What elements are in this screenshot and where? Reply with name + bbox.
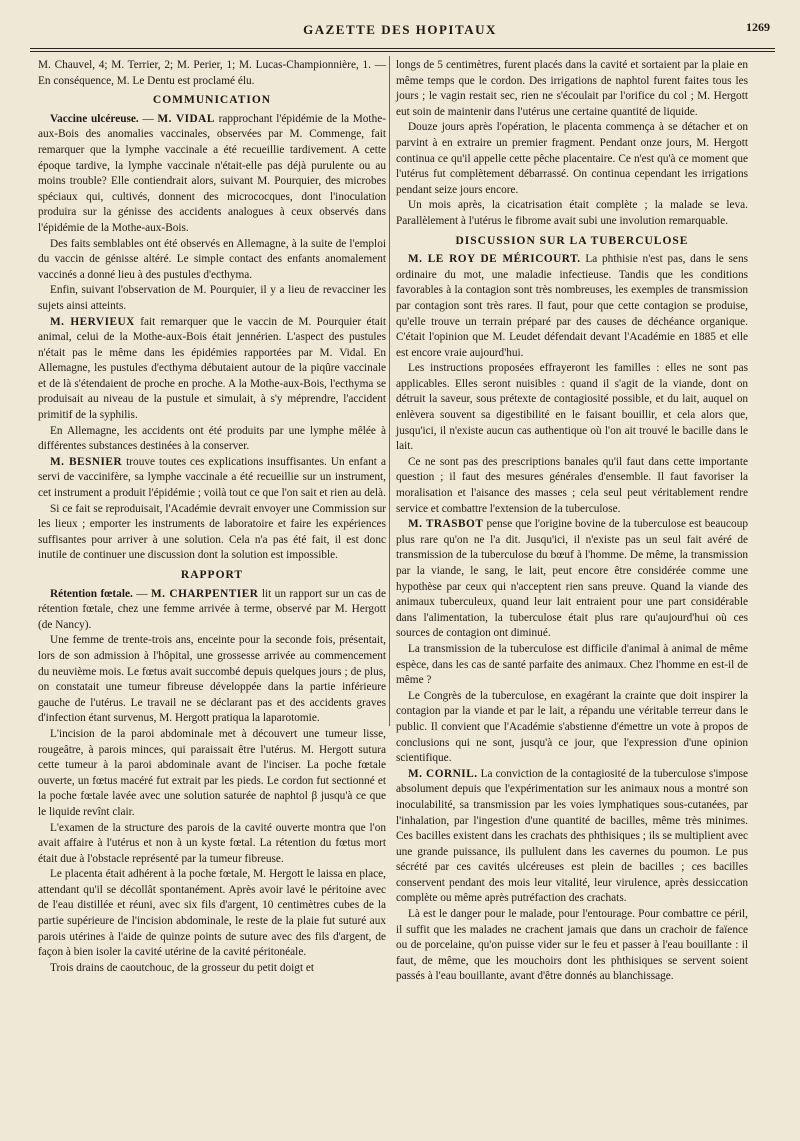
retention-continued-3: Un mois après, la cicatrisation était complète ; la malade se leva. Parallèlement à l'utérus le fibrome avait subi une involution remarquable. (396, 199, 748, 227)
retention-continued-2: Douze jours après l'opération, le placenta commença à se détacher et on parvint à en extraire un premier fragment. Pendant onze jours, M. Hergott continua ce qu'il appelle cette pêche placentaire. Ce n'est qu'à ce moment que l'utérus fut complètement débarrassé. On continua cependant les irrigations pendant seize jours encore. (396, 121, 748, 196)
section-heading-rapport: RAPPORT (180, 569, 244, 581)
retention-paragraph-3: L'incision de la paroi abdominale met à découvert une tumeur lisse, rougeâtre, à parois minces, qui paraissait être l'utérus. M. Hergott sutura cette tumeur à la paroi abdominale avant de l'inciser. La poche fœtale ouverte, un fœtus macéré fut extrait par les pieds. Le cordon fut sectionné et la poche fœtale lavée avec une solution saturée de naphtol β jusqu'à ce que le liquide revînt clair. (38, 727, 386, 818)
vaccine-paragraph-1: Vaccine ulcéreuse. — M. VIDAL rapprochant l'épidémie de la Mothe-aux-Bois des anomalies vaccinales, observées par M. Commenge, fait remarquer que la lymphe vaccinale a été recueillie tardivement. A cette époque tardive, la lymphe vaccinale n'était-elle pas déjà purulente ou au moins trouble? Elle contiendrait alors, suivant M. Pourquier, des microbes spéciaux qui, cultivés, donnent des micrococques, dont l'inoculation produira sur la génisse des accidents analogues à ceux observés dans l'épidémie de la Mothe-aux-Bois. (38, 112, 386, 234)
cornil-text: La conviction de la contagiosité de la tuberculose s'impose absolument depuis que l'expérimentation sur les animaux nous a montré son inoculabilité, sa transmission par les voies lymphatiques sous-cutanées, par l'inhalation, par l'ingestion d'une quantité de bacilles, même très minimes. Ces bacilles existent dans les crachats des phthisiques ; ils se multiplient avec une grande puissance, ils pullulent dans les cavernes du poumon. Le pus sécrété par ces cavités ulcéreuses est plein de bacilles ; ces bacilles conservent pendant des mois leur vitalité, leur virulence, après dessiccation complète ou même après putréfaction des crachats. (396, 767, 748, 905)
running-header-title: GAZETTE DES HOPITAUX (303, 22, 497, 37)
speaker-charpentier: M. CHARPENTIER (150, 587, 259, 600)
tuberculose-paragraph-11: Là est le danger pour le malade, pour l'entourage. Pour combattre ce péril, il suffit que les malades ne crachent jamais que dans un crachoir de faïence ou de porcelaine, qu'on puisse vider sur le feu et passer à l'eau bouillante : il faut, de même, que les mouchoirs dont les phthisiques se servent soient passés à l'eau bouillante, avant d'être donnés au blanchissage. (396, 908, 748, 983)
trasbot-text: pense que l'origine bovine de la tuberculose est beaucoup plus rare qu'on ne l'a dit. Jusqu'ici, il n'existe pas un seul fait avéré de transmission de la tuberculose du bœuf à l'homme. De même, la transmission par la viande, le sang, le lait, peut encore être considérée comme une hypothèse par ceux qui n'acceptent rien sans preuve. Quand la viande des animaux tuberculeux, quand leur lait entraient pour une part considérable dans l'alimentation, la tuberculose était plus rare qu'aujourd'hui où ces sources de contagion ont diminué. (396, 518, 748, 640)
tuberculose-paragraph-9: Le Congrès de la tuberculose, en exagérant la crainte que doit inspirer la contagion par la viande et par le lait, a répandu une véritable terreur dans le public. Il convient que l'Académie s'abstienne d'émettre un vote à propos de conclusions qui ne sont, jusqu'à ce jour, que l'expression d'une opinion scientifique. (396, 689, 748, 765)
retention-text-1: lit un rapport sur un cas de rétention fœtale, chez une femme arrivée à terme, observé par M. Hergott (de Nancy). (38, 587, 386, 631)
retention-paragraph-1: Rétention fœtale. — M. CHARPENTIER lit un rapport sur un cas de rétention fœtale, chez une femme arrivée à terme, observé par M. Hergott (de Nancy). (38, 587, 386, 631)
retention-paragraph-2: Une femme de trente-trois ans, enceinte pour la seconde fois, présentait, lors de son admission à l'hôpital, une grossesse arrivée au commencement du neuvième mois. Le fœtus avait succombé depuis quelques jours ; de plus, on constatait une tumeur fibreuse développée dans la partie inférieure gauche de l'utérus. Le travail ne se déclarant pas et des accidents graves d'infection étant survenus, M. Hergott pratiqua la laparotomie. (38, 634, 386, 725)
section-heading-communication: COMMUNICATION (152, 94, 272, 107)
cornil-paragraph (396, 767, 748, 907)
speaker-vidal: M. VIDAL (157, 112, 215, 125)
trasbot-paragraph (396, 517, 748, 642)
vaccine-paragraph-5: En Allemagne, les accidents ont été produits par une lymphe mêlée à différentes substances destinées à la conserver. (38, 424, 386, 453)
vaccine-paragraph-2: Des faits semblables ont été observés en Allemagne, à la suite de l'emploi du vaccin de génisse altéré. Le simple contact des enfants anomalement vaccinés a donné lieu à des pustules d'ecthyma. (38, 237, 386, 281)
speaker-besnier: M. BESNIER (50, 455, 123, 468)
retention-paragraph-5: Le placenta était adhérent à la poche fœtale, M. Hergott le laissa en place, attendant qu'il se décollât spontanément. Après avoir lavé le péritoine avec de l'eau distillée et réuni, avec six fils d'argent, 10 centimètres cubes de la partie supérieure de l'incision abdominale, le reste de la plaie fut suturé aux parois utérines à l'aide de quinze points de suture avec des fils d'argent, de façon à bien isoler la cavité utérine de la cavité péritonéale. (38, 868, 386, 959)
retention-paragraph-6: Trois drains de caoutchouc, de la grosseur du petit doigt et (50, 961, 315, 974)
vaccine-paragraph-7: Si ce fait se reproduisait, l'Académie devrait envoyer une Commission sur les lieux ; emporter les instruments de laboratoire et faire les expériences suffisantes pour arriver à une solution. Cela n'a pas été fait, il est donc inutile de continuer une discussion dont la solution est impossible. (38, 502, 386, 562)
mericourt-text: La phthisie n'est pas, dans le sens ordinaire du mot, une maladie infectieuse. Tandis que les conditions favorables à la contagion sont très nombreuses, les exemples de transmission par contagion sont très rares. Il faut, pour que cette contagion se produise, qu'elle trouve un terrain préparé par des causes de déchéance organique. C'était l'opinion que M. Leudet défendait devant l'Académie en 1885 et elle est encore vraie aujourd'hui. (396, 253, 748, 359)
tuberculose-paragraph-6: Ce ne sont pas des prescriptions banales qu'il faut dans cette importante question ; il faut des mesures générales d'ensemble. Il faut favoriser la moralisation et l'aisance des masses ; cela seul peut véritablement rendre service et combattre l'extension de la tuberculose. (396, 455, 748, 515)
speaker-trasbot: M. TRASBOT (408, 518, 484, 531)
election-result: M. Chauvel, 4; M. Terrier, 2; M. Perier, 1; M. Lucas-Championnière, 1. — En conséquence, M. Le Dentu est proclamé élu. (38, 59, 386, 87)
tuberculose-paragraph-8: La transmission de la tuberculose est difficile d'animal à animal de même espèce, dans les cas de santé parfaite des animaux. Chez l'homme en est-il de même ? (396, 642, 748, 687)
section-heading-tuberculose: DISCUSSION SUR LA TUBERCULOSE (455, 234, 689, 247)
retention-continued-1: longs de 5 centimètres, furent placés dans la cavité et sortaient par la plaie en même temps que le cordon. Des irrigations de naphtol furent faites tous les jours ; le vagin restait sec, rien ne s'écoulait par l'orifice du col ; M. Hergott eut soin de maintenir dans l'utérus une certaine quantité de liquide. (396, 59, 748, 118)
left-column (38, 58, 386, 976)
header-rule-top (30, 48, 775, 49)
mericourt-paragraph (396, 252, 748, 361)
hervieux-paragraph (38, 315, 386, 424)
speaker-mericourt: M. LE ROY DE MÉRICOURT. (408, 253, 581, 266)
article-title-vaccine: Vaccine ulcéreuse. (50, 112, 139, 125)
besnier-paragraph (38, 455, 386, 502)
header-rule-bottom (30, 51, 775, 52)
hervieux-text: fait remarquer que le vaccin de M. Pourquier était animal, celui de la Mothe-aux-Bois était jennérien. L'aspect des pustules n'était pas le même dans les épidémies rapportées par M. Vidal. En Allemagne, les pustules d'ecthyma débutaient autour de la piqûre vaccinale et de là s'étendaient de proche en proche. A la Mothe-aux-Bois, l'ecthyma se produisait au niveau de la pustule et simulait, à s'y méprendre, l'accident primitif de la syphilis. (38, 315, 386, 422)
vaccine-text-1: rapprochant l'épidémie de la Mothe-aux-Bois des anomalies vaccinales, observées par M. Commenge, fait remarquer que la lymphe vaccinale a été recueillie tardivement. A cette époque tardive, la lymphe vaccinale n'était-elle pas déjà purulente ou au moins trouble? Elle contiendrait alors, suivant M. Pourquier, des microbes spéciaux qui, cultivés, donnent des micrococques, dont l'inoculation produira sur la génisse des accidents analogues à ceux observés dans l'épidémie de la Mothe-aux-Bois. (38, 112, 386, 234)
article-title-retention: Rétention fœtale. (50, 587, 133, 600)
page-number: 1269 (746, 20, 770, 34)
speaker-cornil: M. CORNIL. (408, 767, 478, 780)
column-divider (389, 56, 390, 726)
right-column (396, 58, 748, 985)
speaker-hervieux: M. HERVIEUX (50, 315, 135, 328)
retention-paragraph-4: L'examen de la structure des parois de la cavité ouverte montra que l'on avait affaire à l'utérus et non à un kyste fœtal. La rétention du fœtus mort était due à l'obstacle représenté par la tumeur fibreuse. (38, 821, 386, 865)
tuberculose-paragraph-5: Les instructions proposées effrayeront les familles : elles ne sont pas applicables. Elles seront nuisibles : quand il s'agit de la viande, dont on détruit la saveur, sous prétexte de contagiosité possible, et du lait, auquel on enlèvera souvent sa digestibilité en le faisant bouillir, et cela alors que, jusqu'ici, il n'existe aucun cas authentique où l'on ait trouvé le bacille dans le lait. (396, 362, 748, 453)
besnier-text: trouve toutes ces explications insuffisantes. Un enfant a servi de vaccinifère, sa lymphe vaccinale a été recueillie sur un instrument, cet instrument a produit l'épidémie ; voilà tout ce que l'on sait et rien au delà. (38, 455, 386, 500)
vaccine-paragraph-3: Enfin, suivant l'observation de M. Pourquier, il y a lieu de revacciner les sujets ainsi atteints. (38, 284, 386, 312)
